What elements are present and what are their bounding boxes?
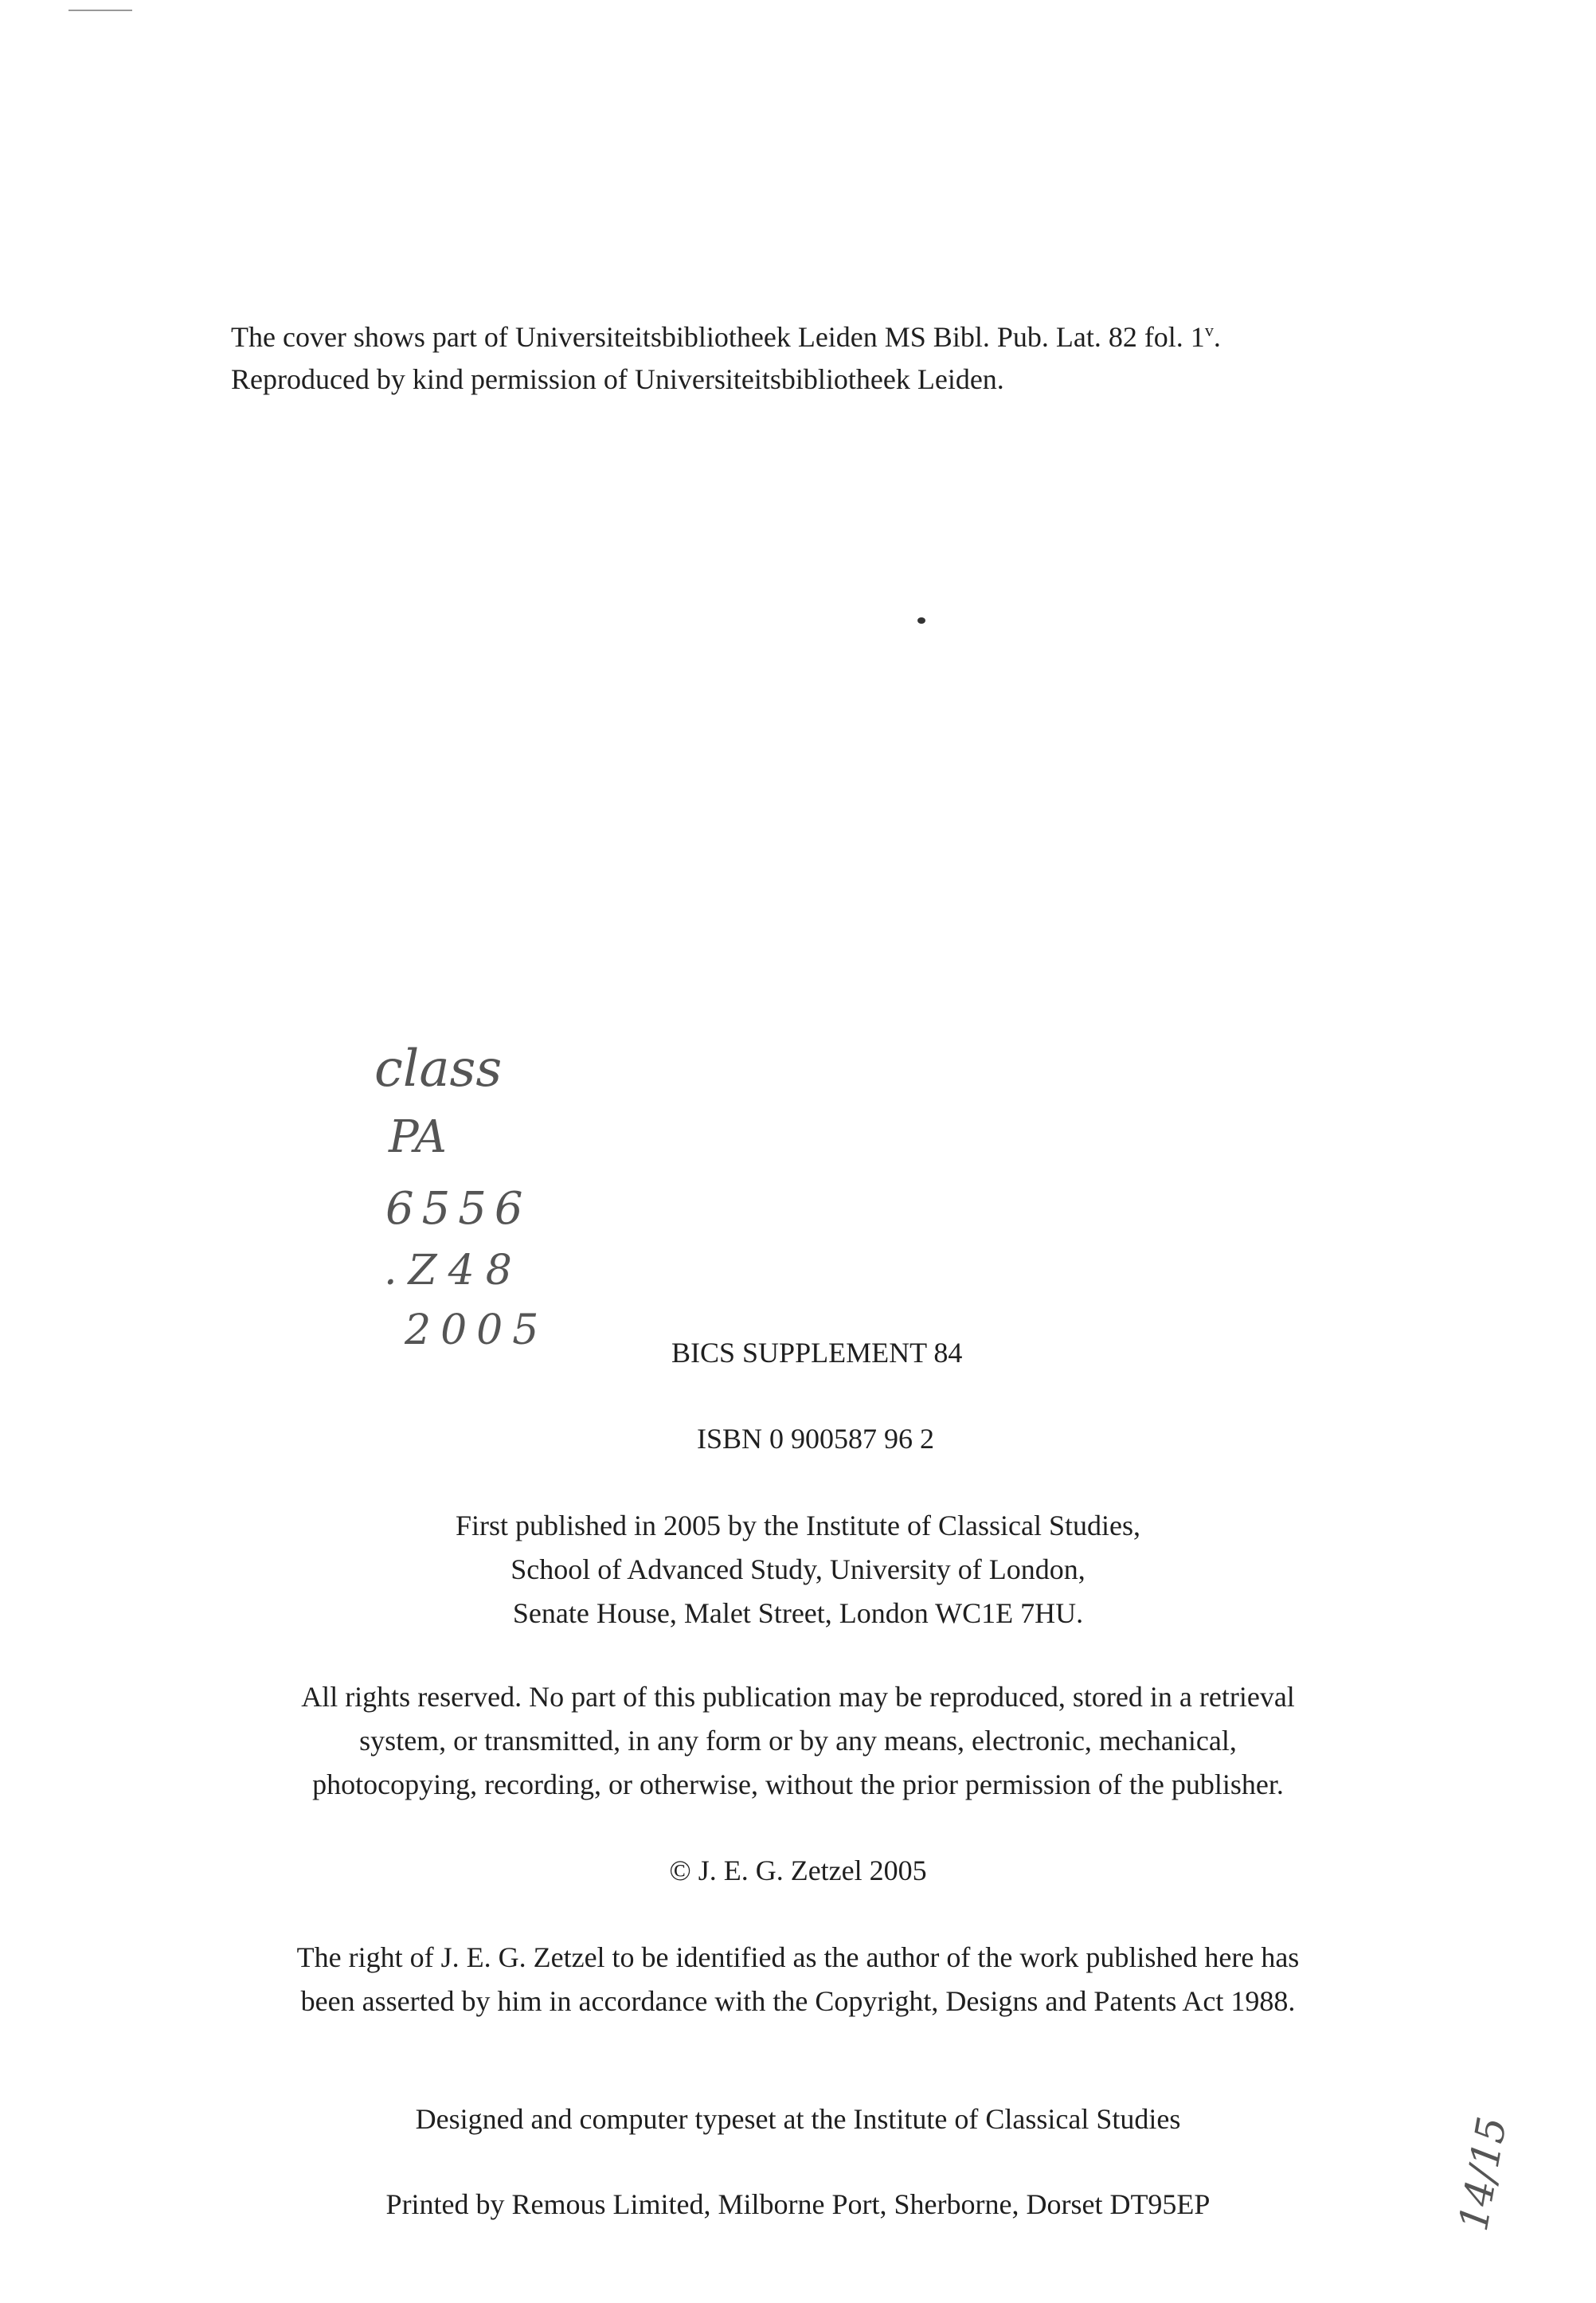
typeset-line: Designed and computer typeset at the Institute of Classical Studies bbox=[415, 2103, 1181, 2135]
handwritten-class-line: 6556 bbox=[385, 1183, 531, 1235]
cover-note-line-1 bbox=[231, 315, 1221, 359]
publication-details bbox=[0, 1504, 1596, 1635]
moral-right-statement bbox=[0, 1936, 1596, 2023]
handwritten-class-word: class bbox=[374, 1040, 503, 1099]
moral-right-line: The right of J. E. G. Zetzel to be identified as the author of the work published here has bbox=[296, 1941, 1300, 1973]
rights-line: photocopying, recording, or otherwise, without the prior permission of the publisher. bbox=[312, 1768, 1284, 1800]
moral-right-line: been asserted by him in accordance with the Copyright, Designs and Patents Act 1988. bbox=[300, 1985, 1296, 2017]
handwritten-class-line: PA bbox=[389, 1111, 447, 1163]
isbn-line: ISBN 0 900587 96 2 bbox=[697, 1423, 935, 1455]
series-line: BICS SUPPLEMENT 84 bbox=[671, 1337, 963, 1369]
publication-line: School of Advanced Study, University of London, bbox=[510, 1553, 1086, 1585]
rights-line: All rights reserved. No part of this publication may be reproduced, stored in a retrieval bbox=[301, 1681, 1295, 1713]
folio-verso-superscript: v bbox=[1204, 320, 1214, 340]
cover-note-line-2: Reproduced by kind permission of Universiteitsbibliotheek Leiden. bbox=[231, 363, 1004, 395]
printer-line: Printed by Remous Limited, Milborne Port, Sherborne, Dorset DT95EP bbox=[385, 2188, 1211, 2220]
copyright-line: © J. E. G. Zetzel 2005 bbox=[669, 1855, 927, 1886]
rights-line: system, or transmitted, in any form or by any means, electronic, mechanical, bbox=[359, 1725, 1237, 1757]
publication-line: Senate House, Malet Street, London WC1E 7HU. bbox=[512, 1597, 1084, 1629]
handwritten-class-line: 2005 bbox=[405, 1306, 549, 1354]
scan-mark bbox=[68, 10, 132, 11]
rights-statement bbox=[0, 1675, 1596, 1807]
cover-note-period: . bbox=[1213, 321, 1221, 353]
handwritten-class-line: .Z48 bbox=[384, 1247, 523, 1294]
publication-line: First published in 2005 by the Institute of Classical Studies, bbox=[456, 1510, 1140, 1541]
ink-speck bbox=[917, 617, 925, 624]
cover-note-text: The cover shows part of Universiteitsbibliotheek Leiden MS Bibl. Pub. Lat. 82 fol. 1 bbox=[231, 321, 1205, 353]
handwritten-margin-note: 14/15 bbox=[1449, 2113, 1516, 2234]
